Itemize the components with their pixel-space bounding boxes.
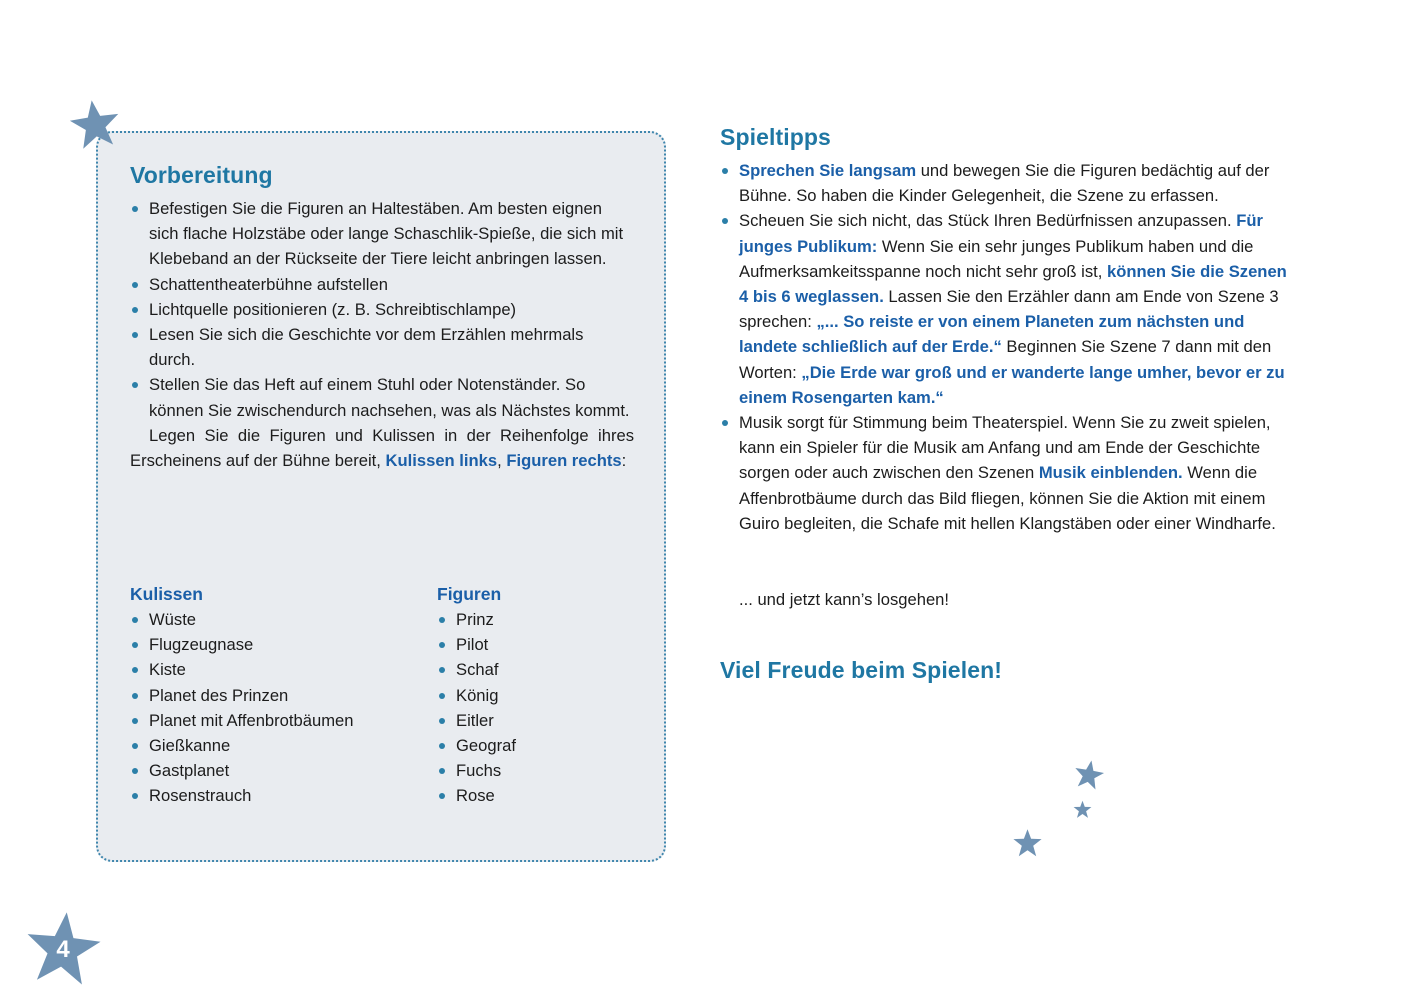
paragraph-text: Legen Sie die Figuren und Kulissen in der Reihenfolge ihres Erscheinens auf der Bühne bereit,	[130, 425, 634, 471]
tip-text: Musik sorgt für Stimmung beim Theaterspiel. Wenn Sie zu zweit spielen, kann ein Spieler für die Musik am Anfang und am Ende der Geschichte sorgen oder auch zwischen den Szenen	[739, 413, 1271, 483]
paragraph-separator: ,	[497, 451, 507, 471]
list-item: Schaf	[437, 657, 627, 682]
tip-text: Beginnen Sie Szene 7 dann mit den Worten:	[739, 337, 1272, 382]
list-item: Gießkanne	[130, 733, 420, 758]
tip-text: und bewegen Sie die Figuren bedächtig auf der Bühne. So haben die Kinder Gelegenheit, die Szene zu erfassen.	[739, 161, 1270, 206]
tip-highlight: können Sie die Szenen 4 bis 6 weglassen.	[739, 261, 1287, 307]
figuren-column	[437, 581, 627, 809]
list-item: Prinz	[437, 607, 627, 632]
tip-quote: „... So reiste er von einem Planeten zum nächsten und landete schließlich auf der Erde.“	[739, 312, 1245, 357]
list-item: Eitler	[437, 708, 627, 733]
tip-item	[720, 410, 1292, 536]
list-item: Geograf	[437, 733, 627, 758]
tip-text: Scheuen Sie sich nicht, das Stück Ihren Bedürfnissen anzupassen.	[739, 211, 1237, 231]
list-item: Rosenstrauch	[130, 783, 420, 808]
tip-highlight: Für junges Publikum:	[739, 211, 1263, 256]
preparation-heading: Vorbereitung	[130, 162, 273, 188]
list-item: Gastplanet	[130, 758, 420, 783]
preparation-list	[130, 196, 634, 423]
list-item: Lesen Sie sich die Geschichte vor dem Erzählen mehrmals durch.	[130, 322, 634, 372]
list-item: Wüste	[130, 607, 420, 632]
tip-text: Wenn die Affenbrotbäume durch das Bild fliegen, können Sie die Aktion mit einem Guiro begleiten, die Schafe mit hellen Klangstäben oder einer Windharfe.	[739, 463, 1276, 533]
list-item: Planet mit Affenbrotbäumen	[130, 708, 420, 733]
list-item: Rose	[437, 783, 627, 808]
star-icon	[1012, 828, 1043, 858]
highlight-kulissen-links: Kulissen links	[385, 451, 498, 471]
figuren-list	[437, 607, 627, 809]
tip-text: Wenn Sie ein sehr junges Publikum haben und die Aufmerksamkeitsspanne noch nicht sehr groß ist,	[739, 236, 1254, 281]
tips-list	[720, 158, 1292, 536]
star-icon	[1073, 759, 1105, 790]
page-number-badge	[24, 909, 102, 987]
preparation-content	[130, 196, 634, 473]
star-icon	[1073, 800, 1092, 819]
tips-content	[720, 158, 1292, 536]
star-icon	[68, 98, 122, 150]
tip-highlight: Sprechen Sie langsam	[739, 161, 917, 180]
list-item: Schattentheaterbühne aufstellen	[130, 272, 634, 297]
tip-item	[720, 158, 1292, 208]
list-item: Stellen Sie das Heft auf einem Stuhl oder Notenständer. So können Sie zwischendurch nachsehen, was als Nächstes kommt.	[130, 372, 634, 422]
list-item: Pilot	[437, 632, 627, 657]
tips-heading: Spieltipps	[720, 124, 831, 150]
tip-item	[720, 208, 1292, 410]
tip-highlight: Musik einblenden.	[1038, 463, 1183, 483]
list-item: Flugzeugnase	[130, 632, 420, 657]
paragraph-colon: :	[621, 451, 627, 471]
list-item: Befestigen Sie die Figuren an Haltestäben. Am besten eignen sich flache Holzstäbe oder lange Schaschlik-Spieße, die sich mit Klebeband an der Rückseite der Tiere leicht anbringen lassen.	[130, 196, 634, 272]
arrangement-paragraph	[130, 423, 634, 473]
figuren-heading: Figuren	[437, 584, 502, 604]
highlight-figuren-rechts: Figuren rechts	[506, 451, 622, 471]
farewell-heading: Viel Freude beim Spielen!	[720, 657, 1002, 683]
list-item: Kiste	[130, 657, 420, 682]
tip-text: Lassen Sie den Erzähler dann am Ende von Szene 3 sprechen:	[739, 287, 1279, 332]
list-item: Fuchs	[437, 758, 627, 783]
list-item: Lichtquelle positionieren (z. B. Schreibtischlampe)	[130, 297, 634, 322]
tip-quote: „Die Erde war groß und er wanderte lange umher, bevor er zu einem Rosengarten kam.“	[739, 362, 1285, 407]
kulissen-column	[130, 581, 420, 809]
kulissen-list	[130, 607, 420, 809]
list-item: König	[437, 683, 627, 708]
closing-line: ... und jetzt kann’s losgehen!	[739, 590, 950, 609]
page-number: 4	[56, 936, 70, 963]
kulissen-heading: Kulissen	[130, 584, 203, 604]
list-item: Planet des Prinzen	[130, 683, 420, 708]
